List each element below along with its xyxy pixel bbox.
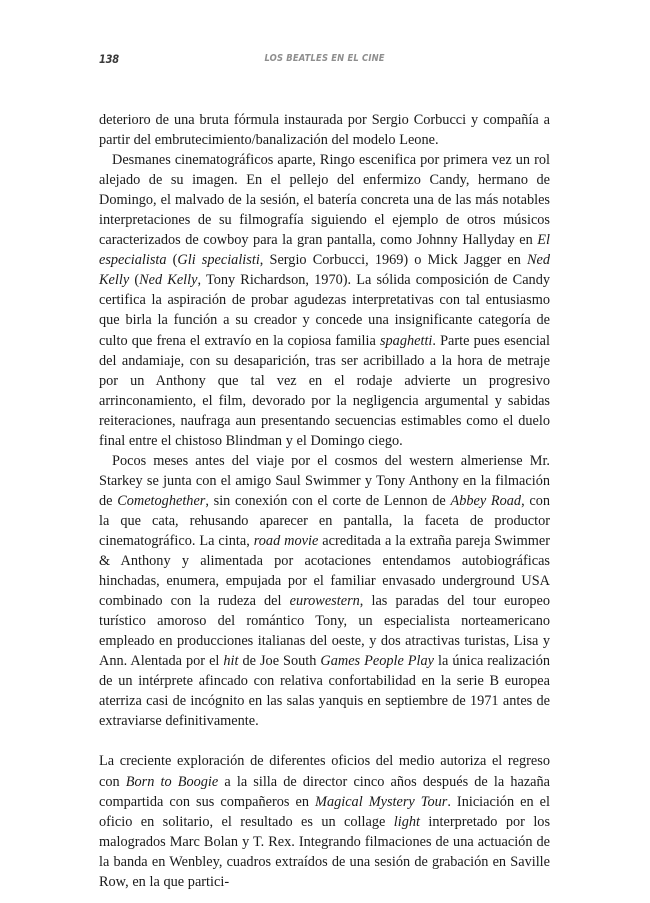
text-run: (	[129, 272, 140, 289]
text-run: Pocos meses antes del viaje por el cosmos del western almeriense Mr. Starkey se junta con el amigo Saul Swimmer y Tony Anthony en la filmación de	[99, 452, 550, 509]
paragraph	[99, 451, 550, 732]
italic-run: spaghetti	[379, 332, 433, 349]
italic-run: El especialista	[99, 232, 550, 269]
italic-run: hit	[223, 653, 239, 670]
text-run: a la silla de director cinco años después de la hazaña compartida con sus compañeros en	[99, 773, 550, 810]
text-run: acreditada a la extraña pareja Swimmer & Anthony y alimentada por acotaciones entendamos autobiográficas hinchadas, enumera, empujada por el familiar envasado underground USA combinado con la rudeza del	[99, 532, 550, 610]
text-run: Desmanes cinematográficos aparte, Ringo escenifica por primera vez un rol alejado de su imagen. En el pellejo del enfermizo Candy, hermano de Domingo, el malvado de la sesión, el batería concreta una de las más notables interpretaciones de su filmografía siguiendo el ejemplo de otros músicos caracterizados de cowboy para la gran pantalla, como Johnny Hallyday en	[99, 152, 550, 249]
text-run: . Iniciación en el oficio en solitario, el resultado es un collage	[99, 793, 550, 830]
text-run: deterioro de una bruta fórmula instaurada por Sergio Corbucci y compañía a partir del embrutecimiento/banalización del modelo Leone.	[99, 112, 550, 149]
page-header	[99, 52, 550, 74]
text-run: , Sergio Corbucci, 1969) o Mick Jagger en	[259, 252, 527, 269]
italic-run: Abbey Road	[450, 492, 522, 509]
italic-run: Ned Kelly	[99, 252, 551, 289]
running-head	[99, 53, 550, 64]
text-run: de Joe South	[238, 653, 321, 670]
italic-run: Ned Kelly	[139, 272, 198, 289]
text-run: interpretado por los malogrados Marc Bolan y T. Rex. Integrando filmaciones de una actuación de la banda en Wenbley, cuadros extraídos de una sesión de grabación en Saville Row, en la que partici-	[99, 813, 551, 890]
italic-run: eurowestern	[289, 593, 360, 610]
body-text-block	[99, 110, 550, 892]
italic-run: Cometoghether	[117, 492, 206, 509]
paragraph	[99, 150, 550, 451]
italic-run: Magical Mystery Tour	[315, 793, 448, 810]
text-run: , sin conexión con el corte de Lennon de	[205, 492, 451, 509]
italic-run: light	[393, 813, 420, 830]
text-run: La creciente exploración de diferentes oficios del medio autoriza el regreso con	[99, 753, 550, 790]
italic-run: Gli specialisti	[177, 252, 260, 269]
italic-run: Games People Play	[320, 653, 435, 670]
running-head-text: LOS BEATLES EN EL CINE	[264, 53, 385, 64]
italic-run: road movie	[253, 532, 319, 549]
paragraph	[99, 751, 550, 891]
text-run: . Parte pues esencial del andamiaje, con su desaparición, tras ser acribillado a la hora de metraje por un Anthony que tal vez en el rodaje advierte un progresivo arrinconamiento, el film, devorado por la negligencia argumental y sabidas reiteraciones, naufraga aun presentando secuencias estimables como el duelo final entre el chistoso Blindman y el Domingo ciego.	[99, 332, 550, 449]
text-run: , con la que cata, rehusando aparecer en pantalla, la faceta de productor cinematográfico. La cinta,	[99, 492, 551, 549]
page-number: 138	[99, 52, 119, 66]
text-run: , Tony Richardson, 1970). La sólida composición de Candy certifica la aspiración de probar agudezas interpretativas con tal entusiasmo que birla la función a su creador y concede una insignificante categoría de culto que frena el extravío en la copiosa familia	[99, 272, 551, 349]
text-run: (	[166, 252, 178, 269]
text-run: la única realización de un intérprete afincado con relativa confortabilidad en la serie B europea aterriza casi de incógnito en las salas yanquis en septiembre de 1971 antes de extraviarse definitivamente.	[99, 653, 550, 730]
paragraph	[99, 110, 550, 150]
text-run: , las paradas del tour europeo turístico amoroso del romántico Tony, un especialista norteamericano empleado en producciones italianas del oeste, y dos atractivas turistas, Lisa y Ann. Alentada por el	[99, 593, 551, 670]
italic-run: Born to Boogie	[125, 773, 219, 790]
